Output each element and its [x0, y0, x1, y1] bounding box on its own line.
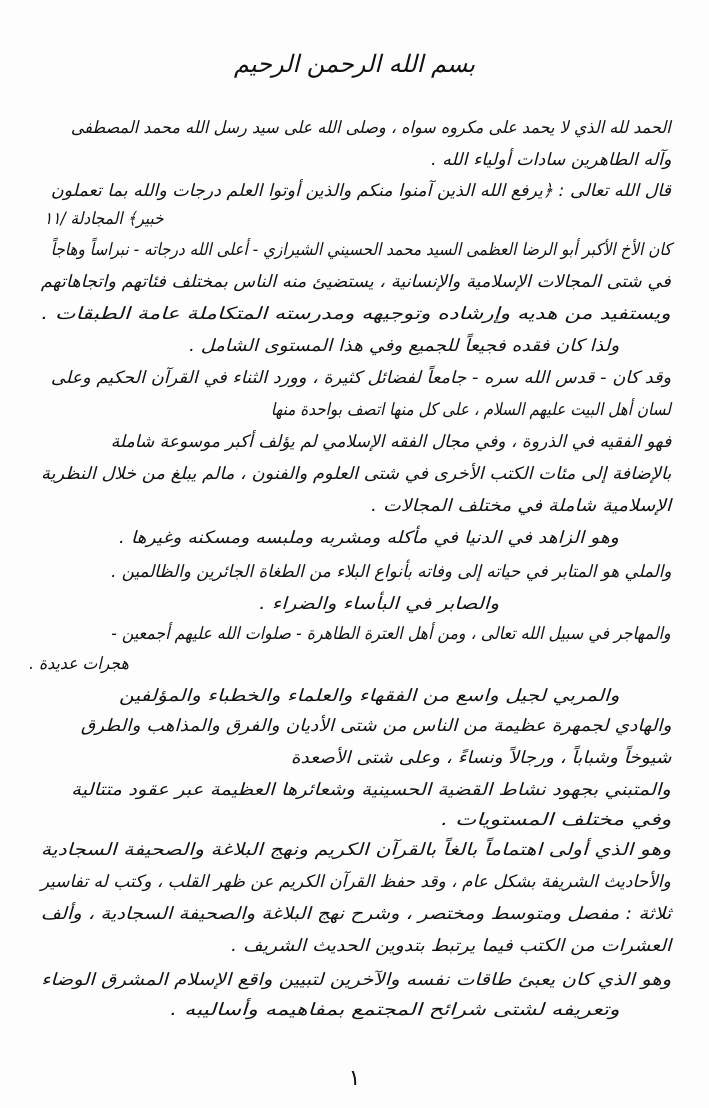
handwritten-line: وآله الطاهرين سادات أولياء الله . — [430, 150, 671, 170]
handwritten-line: وهو الذي أولى اهتماماً بالغاً بالقرآن الكريم ونهج البلاغة والصحيفة السجادية — [40, 840, 671, 860]
handwritten-line: والمربي لجيل واسع من الفقهاء والعلماء والخطباء والمؤلفين — [118, 686, 619, 706]
handwritten-line: ويستفيد من هديه وإرشاده وتوجيهه ومدرسته المتكاملة عامة الطبقات . — [41, 304, 671, 324]
handwritten-line: الإسلامية شاملة في مختلف المجالات . — [370, 496, 671, 516]
handwritten-line: كان الأخ الأكبر أبو الرضا العظمى السيد محمد الحسيني الشيرازي - أعلى الله درجاته - نبراساً وهاجاً — [50, 240, 671, 260]
handwritten-line: الحمد لله الذي لا يحمد على مكروه سواه ، وصلى الله على سيد رسل الله محمد المصطفى — [71, 118, 671, 138]
handwritten-line: ثلاثة : مفصل ومتوسط ومختصر ، وشرح نهج البلاغة والصحيفة السجادية ، وألف — [40, 904, 671, 924]
handwritten-line: في شتى المجالات الإسلامية والإنسانية ، يستضيئ منه الناس بمختلف فئاتهم واتجاهاتهم — [41, 272, 671, 292]
handwritten-line: وهو الزاهد في الدنيا في مأكله ومشربه وملبسه ومسكنه وغيرها . — [119, 528, 619, 548]
handwritten-line: والصابر في البأساء والضراء . — [259, 594, 499, 614]
handwritten-line: ولذا كان فقده فجيعاً للجميع وفي هذا المستوى الشامل . — [188, 336, 619, 356]
handwritten-line: شيوخاً وشباباً ، ورجالاً ونساءً ، وعلى شتى الأصعدة — [290, 748, 671, 768]
handwritten-line: فهو الفقيه في الذروة ، وفي مجال الفقه الإسلامي لم يؤلف أكبر موسوعة شاملة — [110, 432, 671, 452]
handwritten-line: بالإضافة إلى مئات الكتب الأخرى في شتى العلوم والفنون ، مالم يبلغ من خلال النظرية — [40, 464, 671, 484]
handwritten-line: وتعريفه لشتى شرائح المجتمع بمفاهيمه وأساليبه . — [169, 1000, 619, 1020]
handwritten-line: وقد كان - قدس الله سره - جامعاً لفضائل كثيرة ، وورد الثناء في القرآن الحكيم وعلى — [50, 368, 671, 388]
handwritten-line: وفي مختلف المستويات . — [440, 810, 671, 830]
handwritten-line: والهادي لجمهرة عظيمة من الناس من شتى الأديان والفرق والمذاهب والطرق — [80, 716, 671, 736]
handwritten-line: والمهاجر في سبيل الله تعالى ، ومن أهل العترة الطاهرة - صلوات الله عليهم أجمعين - — [111, 624, 671, 644]
handwritten-line: العشرات من الكتب فيما يرتبط بتدوين الحديث الشريف . — [230, 936, 671, 956]
handwritten-line: قال الله تعالى : ﴿يرفع الله الذين آمنوا منكم والذين أوتوا العلم درجات والله بما تعملون — [50, 181, 671, 201]
handwritten-line: وهو الذي كان يعبئ طاقات نفسه والآخرين لتبيين واقع الإسلام المشرق الوضاء — [40, 970, 671, 990]
page-number: ١ — [348, 1066, 361, 1091]
handwritten-line: والأحاديث الشريفة بشكل عام ، وقد حفظ القرآن الكريم عن ظهر القلب ، وكتب له تفاسير — [40, 872, 671, 892]
handwritten-line: والملي هو المتابر في حياته إلى وفاته بأنواع البلاء من الطغاة الجائرين والظالمين . — [110, 562, 671, 582]
basmala-heading: بسم الله الرحمن الرحيم — [233, 50, 476, 78]
handwritten-line: والمتبني بجهود نشاط القضية الحسينية وشعائرها العظيمة عبر عقود متتالية — [71, 780, 671, 800]
handwritten-line: هجرات عديدة . — [29, 654, 129, 674]
handwritten-line: خبير﴾ المجادلة /١١ — [44, 209, 164, 229]
handwritten-line: لسان أهل البيت عليهم السلام ، على كل منها اتصف بواحدة منها — [270, 400, 671, 420]
